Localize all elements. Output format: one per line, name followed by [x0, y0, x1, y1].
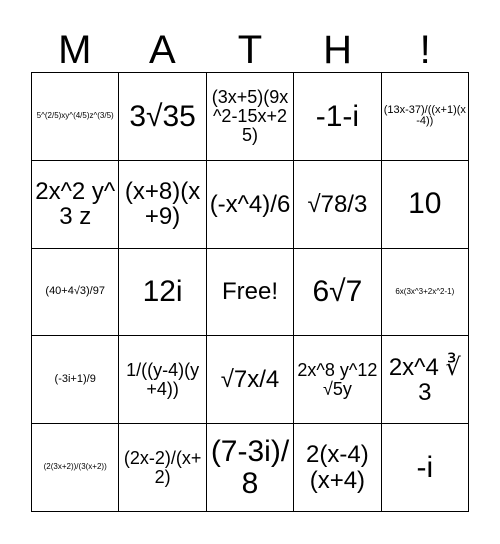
bingo-cell[interactable]: 3√35: [119, 73, 206, 161]
bingo-cell[interactable]: (-x^4)/6: [207, 161, 294, 249]
bingo-cell[interactable]: 2x^8 y^12 √5y: [294, 336, 381, 424]
bingo-cell[interactable]: (40+4√3)/97: [32, 249, 119, 337]
bingo-cell[interactable]: (2x-2)/(x+2): [119, 424, 206, 512]
bingo-cell[interactable]: -1-i: [294, 73, 381, 161]
header-letter-exclaim: !: [419, 28, 431, 72]
bingo-cell[interactable]: 2x^2 y^3 z: [32, 161, 119, 249]
bingo-cell-free[interactable]: Free!: [207, 249, 294, 337]
header-letter-h: H: [323, 28, 353, 72]
bingo-cell[interactable]: 2x^4 ∛3: [382, 336, 469, 424]
bingo-cell[interactable]: 5^(2/5)xy^(4/5)z^(3/5): [32, 73, 119, 161]
bingo-grid: [31, 72, 469, 512]
bingo-cell[interactable]: 10: [382, 161, 469, 249]
bingo-cell[interactable]: (7-3i)/8: [207, 424, 294, 512]
bingo-cell[interactable]: (2(3x+2))/(3(x+2)): [32, 424, 119, 512]
header-letter-m: M: [58, 28, 92, 72]
header-letter-t: T: [237, 28, 263, 72]
header-letter-a: A: [149, 28, 176, 72]
bingo-cell[interactable]: (3x+5)(9x^2-15x+25): [207, 73, 294, 161]
bingo-cell[interactable]: (13x-37)/((x+1)(x-4)): [382, 73, 469, 161]
bingo-header: [31, 28, 469, 72]
bingo-cell[interactable]: 1/((y-4)(y+4)): [119, 336, 206, 424]
bingo-cell[interactable]: 2(x-4)(x+4): [294, 424, 381, 512]
bingo-cell[interactable]: (-3i+1)/9: [32, 336, 119, 424]
bingo-cell[interactable]: -i: [382, 424, 469, 512]
bingo-cell[interactable]: 6√7: [294, 249, 381, 337]
bingo-cell[interactable]: √78/3: [294, 161, 381, 249]
bingo-cell[interactable]: √7x/4: [207, 336, 294, 424]
bingo-cell[interactable]: 12i: [119, 249, 206, 337]
bingo-cell[interactable]: 6x(3x^3+2x^2-1): [382, 249, 469, 337]
bingo-cell[interactable]: (x+8)(x+9): [119, 161, 206, 249]
